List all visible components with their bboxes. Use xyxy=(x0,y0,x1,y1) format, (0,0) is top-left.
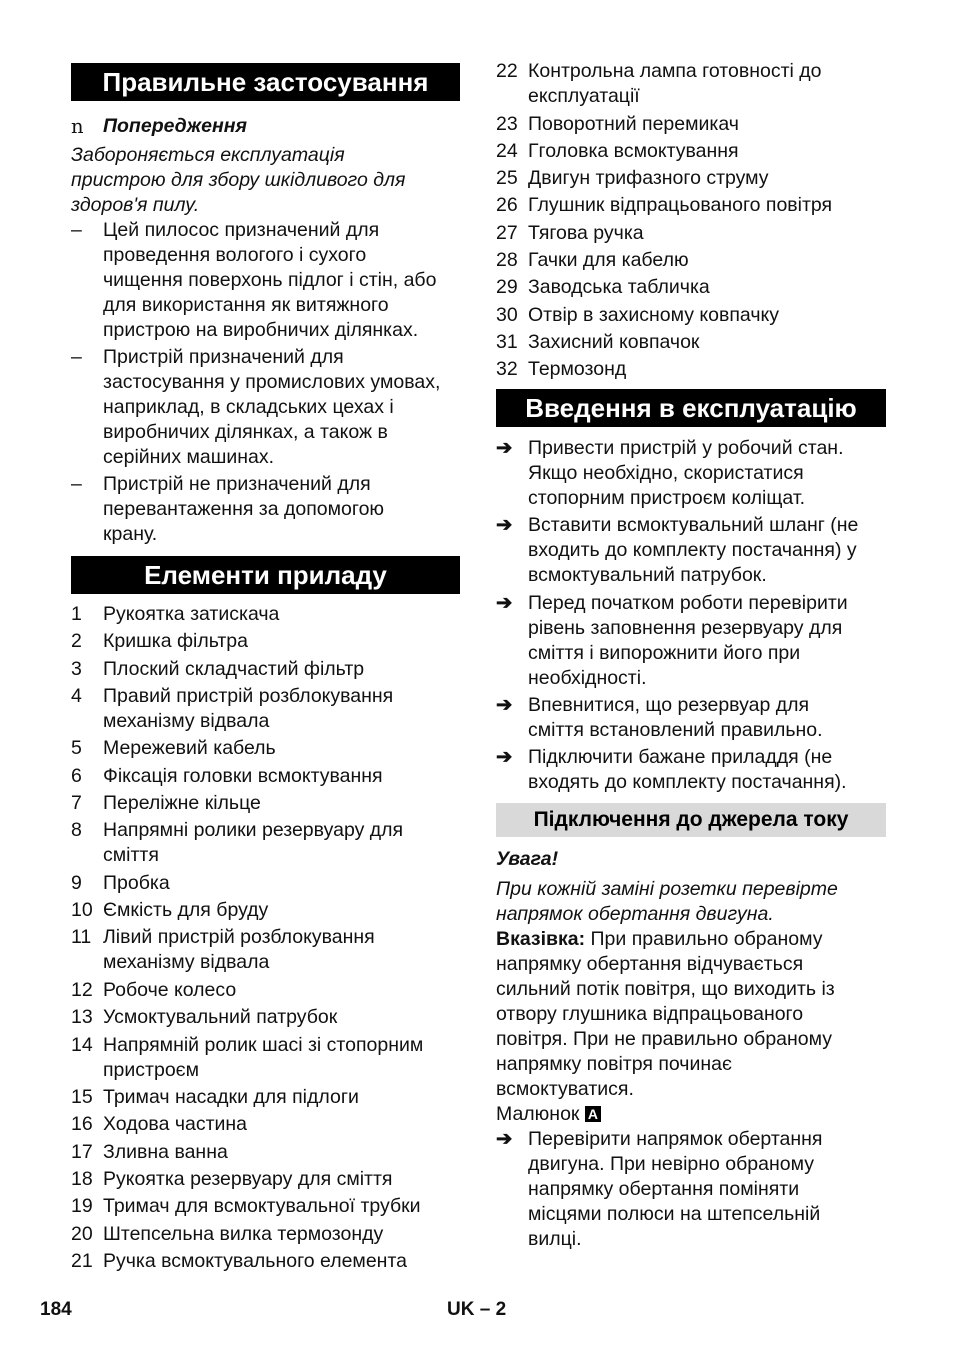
rotation-check-step-text: двигуна. При невірно обраному xyxy=(528,1153,814,1175)
part-item-text: Глушник відпрацьованого повітря xyxy=(528,194,833,217)
part-item-marker: 12 xyxy=(71,978,93,1001)
part-item-text: Рукоятка резервуару для сміття xyxy=(103,1167,393,1190)
subsection-heading-power: Підключення до джерела току xyxy=(496,803,886,837)
startup-step-marker: ➔ xyxy=(496,514,513,536)
part-item-marker: 26 xyxy=(496,194,518,217)
startup-step-text: Привести пристрій у робочий стан. xyxy=(528,437,844,459)
part-item-text: Лівий пристрій розблокування xyxy=(103,926,375,949)
warning-text-3: здоров'я пилу. xyxy=(71,194,200,216)
startup-step-text: рівень заповнення резервуару для xyxy=(528,617,843,639)
part-item-text: Рукоятка затискача xyxy=(103,603,280,625)
section-heading-startup: Введення в експлуатацію xyxy=(496,389,886,427)
part-item-text: Тримач для всмоктувальної трубки xyxy=(103,1195,421,1218)
figure-label: Малюнок xyxy=(496,1103,580,1125)
startup-step-text: необхідності. xyxy=(528,667,647,689)
part-item-marker: 21 xyxy=(71,1249,93,1272)
usage-bullet-text: застосування у промислових умовах, xyxy=(103,371,441,393)
note-line-5: повітря. При не правильно обраному xyxy=(496,1028,833,1050)
part-item-text: Ємкість для бруду xyxy=(103,899,269,922)
part-item-marker: 15 xyxy=(71,1086,93,1108)
part-item-marker: 9 xyxy=(71,871,82,894)
warning-title: Попередження xyxy=(103,115,247,137)
startup-step-text: Підключити бажане приладдя (не xyxy=(528,746,833,768)
part-item-marker: 3 xyxy=(71,657,82,680)
startup-step-text: Якщо необхідно, скористатися xyxy=(528,462,804,484)
usage-bullet-marker: – xyxy=(71,219,82,241)
part-item-text: Кришка фільтра xyxy=(103,630,248,653)
part-item-text: Штепсельна вилка термозонду xyxy=(103,1222,384,1245)
figure-letter-badge: A xyxy=(585,1106,601,1122)
usage-bullet-text: виробничих ділянках, а також в xyxy=(103,421,388,443)
note-line-2: напрямку обертання відчувається xyxy=(496,953,804,975)
part-item-text: Гачки для кабелю xyxy=(528,249,689,271)
part-item-marker: 19 xyxy=(71,1195,93,1218)
part-item-text: Фіксація головки всмоктування xyxy=(103,764,383,787)
part-item-marker: 7 xyxy=(71,792,82,814)
startup-step-text: Вставити всмоктувальний шланг (не xyxy=(528,514,859,536)
part-item-marker: 24 xyxy=(496,139,518,162)
part-item-marker: 25 xyxy=(496,167,518,190)
note-line-4: отвору глушника відпрацьованого xyxy=(496,1003,804,1025)
part-item-text: Термозонд xyxy=(528,358,627,381)
note-line-1 xyxy=(496,927,822,952)
startup-step-text: стопорним пристроєм коліщат. xyxy=(528,487,806,509)
part-item-text: Захисний ковпачок xyxy=(528,330,700,353)
usage-bullet-text: наприклад, в складських цехах і xyxy=(103,396,394,418)
part-item-text: Мережевий кабель xyxy=(103,737,276,760)
usage-bullet-marker: – xyxy=(71,346,82,368)
warning-symbol: n xyxy=(71,115,84,138)
footer-section: UK – 2 xyxy=(447,1299,507,1320)
part-item-text: Зливна ванна xyxy=(103,1140,228,1163)
part-item-marker: 8 xyxy=(71,819,82,842)
warning-text-2: пристрою для збору шкідливого для xyxy=(71,169,406,191)
rotation-check-step-text: вилці. xyxy=(528,1228,582,1250)
usage-bullet-text: перевантаження за допомогою xyxy=(103,498,385,520)
part-item-marker: 11 xyxy=(71,926,92,949)
part-item-text: Правий пристрій розблокування xyxy=(103,684,394,707)
figure-reference xyxy=(496,1102,601,1127)
part-item-text: Отвір в захисному ковпачку xyxy=(528,303,780,326)
part-item-marker: 10 xyxy=(71,899,93,922)
startup-step-marker: ➔ xyxy=(496,694,513,716)
part-item-marker: 32 xyxy=(496,358,518,381)
usage-bullet-text: пристрою на виробничих ділянках. xyxy=(103,319,419,341)
part-item-marker: 27 xyxy=(496,221,518,244)
part-item-marker: 16 xyxy=(71,1113,93,1136)
part-item-text: Плоский складчастий фільтр xyxy=(103,657,365,680)
part-item-text: Напрямній ролик шасі зі стопорним xyxy=(103,1033,424,1056)
part-item-text: Гголовка всмоктування xyxy=(528,139,739,162)
part-item-marker: 5 xyxy=(71,737,82,760)
part-item-text: Тягова ручка xyxy=(528,221,644,244)
part-item-text: механізму відвала xyxy=(103,709,270,732)
part-item-marker: 1 xyxy=(71,603,82,625)
part-item-text: Контрольна лампа готовності до xyxy=(528,60,822,82)
part-item-marker: 22 xyxy=(496,60,518,82)
part-item-text: Напрямні ролики резервуару для xyxy=(103,819,404,842)
startup-step-text: входять до комплекту постачання). xyxy=(528,771,847,793)
part-item-text: Ходова частина xyxy=(103,1113,248,1136)
note-label: Вказівка: xyxy=(496,928,586,950)
part-item-marker: 28 xyxy=(496,249,518,271)
startup-step-text: Впевнитися, що резервуар для xyxy=(528,694,810,716)
startup-step-text: Перед початком роботи перевірити xyxy=(528,592,848,614)
section-heading-elements: Елементи приладу xyxy=(71,556,460,594)
usage-bullet-text: Пристрій призначений для xyxy=(103,346,344,368)
usage-bullet-text: Цей пилосос призначений для xyxy=(103,219,380,241)
part-item-text: Робоче колесо xyxy=(103,978,237,1001)
part-item-marker: 18 xyxy=(71,1167,93,1190)
usage-bullet-text: проведення вологого і сухого xyxy=(103,244,367,266)
part-item-text: Ручка всмоктувального елемента xyxy=(103,1249,408,1272)
usage-bullet-text: крану. xyxy=(103,523,158,545)
part-item-marker: 20 xyxy=(71,1222,93,1245)
part-item-text: Поворотний перемикач xyxy=(528,112,739,135)
part-item-text: Усмоктувальний патрубок xyxy=(103,1006,338,1029)
part-item-text: Заводська табличка xyxy=(528,276,710,299)
startup-step-text: сміття встановлений правильно. xyxy=(528,719,823,741)
warning-text-1: Забороняється експлуатація xyxy=(71,144,345,166)
part-item-text: сміття xyxy=(103,844,159,867)
part-item-text: пристроєм xyxy=(103,1058,200,1081)
usage-bullet-marker: – xyxy=(71,473,82,495)
usage-bullet-text: для використання як витяжного xyxy=(103,294,389,316)
usage-bullet-text: Пристрій не призначений для xyxy=(103,473,371,495)
note-text-1: При правильно обраному xyxy=(585,928,823,950)
caution-title: Увага! xyxy=(496,848,559,870)
part-item-marker: 30 xyxy=(496,303,518,326)
note-line-6: напрямку повітря починає xyxy=(496,1053,732,1075)
part-item-marker: 14 xyxy=(71,1033,93,1056)
caution-text-2: напрямок обертання двигуна. xyxy=(496,903,774,925)
part-item-marker: 4 xyxy=(71,684,82,707)
section-heading-intended-use: Правильне застосування xyxy=(71,63,460,101)
part-item-marker: 29 xyxy=(496,276,518,299)
startup-step-marker: ➔ xyxy=(496,592,513,614)
part-item-marker: 31 xyxy=(496,330,518,353)
part-item-text: Пробка xyxy=(103,871,170,894)
usage-bullet-text: серійних машинах. xyxy=(103,446,275,468)
startup-step-marker: ➔ xyxy=(496,746,513,768)
note-line-3: сильний потік повітря, що виходить із xyxy=(496,978,835,1000)
startup-step-text: сміття і випорожнити його при xyxy=(528,642,801,664)
rotation-check-step-marker: ➔ xyxy=(496,1128,513,1150)
usage-bullet-text: чищення поверхонь підлог і стін, або xyxy=(103,269,437,291)
part-item-text: Тримач насадки для підлоги xyxy=(103,1086,359,1108)
page-number: 184 xyxy=(40,1299,72,1320)
part-item-text: Переліжне кільце xyxy=(103,792,261,814)
part-item-marker: 2 xyxy=(71,630,82,653)
rotation-check-step-text: Перевірити напрямок обертання xyxy=(528,1128,823,1150)
part-item-marker: 23 xyxy=(496,112,518,135)
startup-step-text: всмоктувальний патрубок. xyxy=(528,564,767,586)
part-item-marker: 13 xyxy=(71,1006,93,1029)
caution-text-1: При кожній заміні розетки перевірте xyxy=(496,878,838,900)
part-item-marker: 6 xyxy=(71,764,82,787)
part-item-text: експлуатації xyxy=(528,85,640,107)
note-line-7: всмоктуватися. xyxy=(496,1078,634,1100)
part-item-text: механізму відвала xyxy=(103,951,270,974)
rotation-check-step-text: напрямку обертання поміняти xyxy=(528,1178,800,1200)
startup-step-text: входить до комплекту постачання) у xyxy=(528,539,857,561)
part-item-text: Двигун трифазного струму xyxy=(528,167,769,190)
rotation-check-step-text: місцями полюси на штепсельній xyxy=(528,1203,821,1225)
part-item-marker: 17 xyxy=(71,1140,93,1163)
startup-step-marker: ➔ xyxy=(496,437,513,459)
